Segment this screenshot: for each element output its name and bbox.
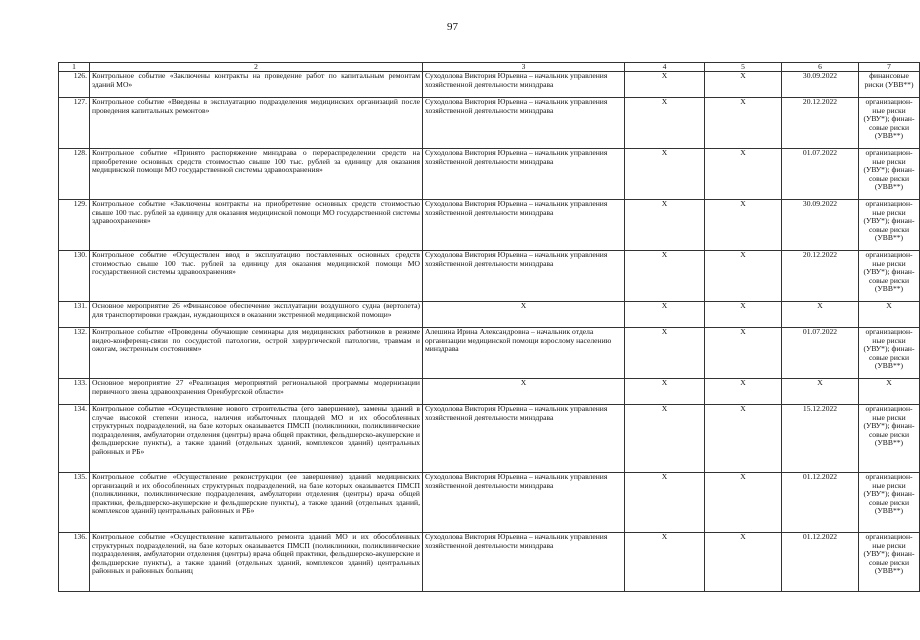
table-row: [59, 98, 920, 149]
column-4-value: X: [625, 405, 705, 473]
risk-description: организацион- ные риски (УВУ*); финан- совые риски (УВВ**): [859, 533, 920, 592]
event-description: Контрольное событие «Осуществление капитального ремонта зданий МО и их обособленных структурных подразделений, на базе которых оказывается ПМСП (поликлиники, поликлинические подразделения, амбулатории отделения (центры) врача общей практики, фельдшерско-акушерские и фельдшерские пункты), а также зданий (отдельных зданий, комплексов зданий) центральных районных и районных больниц: [90, 533, 423, 592]
responsible-person: X: [423, 302, 625, 328]
column-number: 7: [859, 63, 920, 72]
responsible-person: Суходолова Виктория Юрьевна – начальник управления хозяйственной деятельности минздрава: [423, 533, 625, 592]
event-description: Контрольное событие «Проведены обучающие семинары для медицинских работников в режиме видео-конференц-связи по сосудистой патологии, острой хирургической патологии, травмам и ожогам, экстренным состояниям»: [90, 328, 423, 379]
row-number: 129.: [59, 200, 90, 251]
event-description: Контрольное событие «Осуществление нового строительства (его завершение), замены зданий в случае высокой степени износа, наличия избыточных площадей МО и их обособленных структурных подразделений, на базе которых оказывается ПМСП (поликлиники, поликлинические подразделения, амбулатории отделения (центры) врача общей практики, фельдшерско-акушерские и фельдшерские пункты), а также зданий (отдельных зданий, комплексов зданий) центральных районных и РБ»: [90, 405, 423, 473]
row-number: 126.: [59, 72, 90, 98]
risk-description: организацион- ные риски (УВУ*); финан- совые риски (УВВ**): [859, 149, 920, 200]
column-5-value: X: [705, 473, 782, 533]
row-number: 135.: [59, 473, 90, 533]
responsible-person: Суходолова Виктория Юрьевна – начальник управления хозяйственной деятельности минздрава: [423, 473, 625, 533]
column-4-value: X: [625, 533, 705, 592]
risk-description: X: [859, 302, 920, 328]
column-number: 3: [423, 63, 625, 72]
column-5-value: X: [705, 149, 782, 200]
row-number: 133.: [59, 379, 90, 405]
event-description: Основное мероприятие 26 «Финансовое обеспечение эксплуатации воздушного судна (вертолета) для транспортировки граждан, нуждающихся в оказании экстренной медицинской помощи»: [90, 302, 423, 328]
deadline-date: 01.12.2022: [782, 533, 859, 592]
deadline-date: 01.07.2022: [782, 328, 859, 379]
column-5-value: X: [705, 251, 782, 302]
column-5-value: X: [705, 200, 782, 251]
deadline-date: 20.12.2022: [782, 98, 859, 149]
event-description: Контрольное событие «Заключены контракты на приобретение основных средств стоимостью свыше 100 тыс. рублей за единицу для оказания медицинской помощи МО государственной системы здравоохранения»: [90, 200, 423, 251]
responsible-person: Суходолова Виктория Юрьевна – начальник управления хозяйственной деятельности минздрава: [423, 72, 625, 98]
column-5-value: X: [705, 328, 782, 379]
deadline-date: 30.09.2022: [782, 200, 859, 251]
row-number: 136.: [59, 533, 90, 592]
column-4-value: X: [625, 200, 705, 251]
table-row: [59, 473, 920, 533]
risk-description: финансовые риски (УВВ**): [859, 72, 920, 98]
table-row: [59, 149, 920, 200]
risk-description: организацион- ные риски (УВУ*); финан- совые риски (УВВ**): [859, 405, 920, 473]
row-number: 128.: [59, 149, 90, 200]
event-description: Контрольное событие «Принято распоряжение минздрава о перераспределении средств на приобретение основных средств стоимостью свыше 100 тыс. рублей за единицу для оказания медицинской помощи МО государственной системы здравоохранения»: [90, 149, 423, 200]
column-4-value: X: [625, 98, 705, 149]
risk-description: организацион- ные риски (УВУ*); финан- совые риски (УВВ**): [859, 473, 920, 533]
column-5-value: X: [705, 533, 782, 592]
responsible-person: Алешина Ирина Александровна – начальник отдела организации медицинской помощи взрослому населению минздрава: [423, 328, 625, 379]
page-number: 97: [447, 21, 458, 33]
column-5-value: X: [705, 98, 782, 149]
column-number: 4: [625, 63, 705, 72]
column-5-value: X: [705, 72, 782, 98]
deadline-date: 30.09.2022: [782, 72, 859, 98]
responsible-person: Суходолова Виктория Юрьевна – начальник управления хозяйственной деятельности минздрава: [423, 405, 625, 473]
table-row: [59, 200, 920, 251]
event-description: Контрольное событие «Введены в эксплуатацию подразделения медицинских организаций после проведения капитальных ремонтов»: [90, 98, 423, 149]
deadline-date: X: [782, 302, 859, 328]
table-row: [59, 251, 920, 302]
column-4-value: X: [625, 473, 705, 533]
risk-description: организацион- ные риски (УВУ*); финан- совые риски (УВВ**): [859, 328, 920, 379]
responsible-person: X: [423, 379, 625, 405]
column-number: 5: [705, 63, 782, 72]
event-description: Основное мероприятие 27 «Реализация мероприятий региональной программы модернизации первичного звена здравоохранения Оренбургской области»: [90, 379, 423, 405]
event-description: Контрольное событие «Заключены контракты на проведение работ по капитальным ремонтам зданий МО»: [90, 72, 423, 98]
column-5-value: X: [705, 405, 782, 473]
table-row: [59, 405, 920, 473]
deadline-date: 01.07.2022: [782, 149, 859, 200]
responsible-person: Суходолова Виктория Юрьевна – начальник управления хозяйственной деятельности минздрава: [423, 200, 625, 251]
risk-description: организацион- ные риски (УВУ*); финан- совые риски (УВВ**): [859, 200, 920, 251]
row-number: 134.: [59, 405, 90, 473]
column-4-value: X: [625, 149, 705, 200]
responsible-person: Суходолова Виктория Юрьевна – начальник управления хозяйственной деятельности минздрава: [423, 98, 625, 149]
column-5-value: X: [705, 302, 782, 328]
event-description: Контрольное событие «Осуществление реконструкции (ее завершение) зданий медицинских организаций и их обособленных структурных подразделений, на базе которых оказывается ПМСП (поликлиники, поликлинические подразделения, амбулатории отделения (центры) врача общей практики, фельдшерско-акушерские и фельдшерские пункты), а также зданий (отдельных зданий, комплексов зданий) центральных районных и РБ»: [90, 473, 423, 533]
plan-table: [58, 62, 920, 592]
table-row: [59, 533, 920, 592]
table-row: [59, 72, 920, 98]
table-row: [59, 302, 920, 328]
column-4-value: X: [625, 328, 705, 379]
table-row: [59, 379, 920, 405]
responsible-person: Суходолова Виктория Юрьевна – начальник управления хозяйственной деятельности минздрава: [423, 251, 625, 302]
row-number: 131.: [59, 302, 90, 328]
column-5-value: X: [705, 379, 782, 405]
risk-description: X: [859, 379, 920, 405]
column-number: 2: [90, 63, 423, 72]
column-4-value: X: [625, 72, 705, 98]
deadline-date: 01.12.2022: [782, 473, 859, 533]
table-row: [59, 328, 920, 379]
risk-description: организацион- ные риски (УВУ*); финан- совые риски (УВВ**): [859, 98, 920, 149]
row-number: 132.: [59, 328, 90, 379]
event-description: Контрольное событие «Осуществлен ввод в эксплуатацию поставленных основных средств стоимостью свыше 100 тыс. рублей за единицу для оказания медицинской помощи МО государственной системы здравоохранения»: [90, 251, 423, 302]
deadline-date: 15.12.2022: [782, 405, 859, 473]
row-number: 127.: [59, 98, 90, 149]
column-number: 1: [59, 63, 90, 72]
column-number: 6: [782, 63, 859, 72]
deadline-date: X: [782, 379, 859, 405]
risk-description: организацион- ные риски (УВУ*); финан- совые риски (УВВ**): [859, 251, 920, 302]
column-4-value: X: [625, 251, 705, 302]
column-4-value: X: [625, 379, 705, 405]
responsible-person: Суходолова Виктория Юрьевна – начальник управления хозяйственной деятельности минздрава: [423, 149, 625, 200]
deadline-date: 20.12.2022: [782, 251, 859, 302]
column-4-value: X: [625, 302, 705, 328]
row-number: 130.: [59, 251, 90, 302]
